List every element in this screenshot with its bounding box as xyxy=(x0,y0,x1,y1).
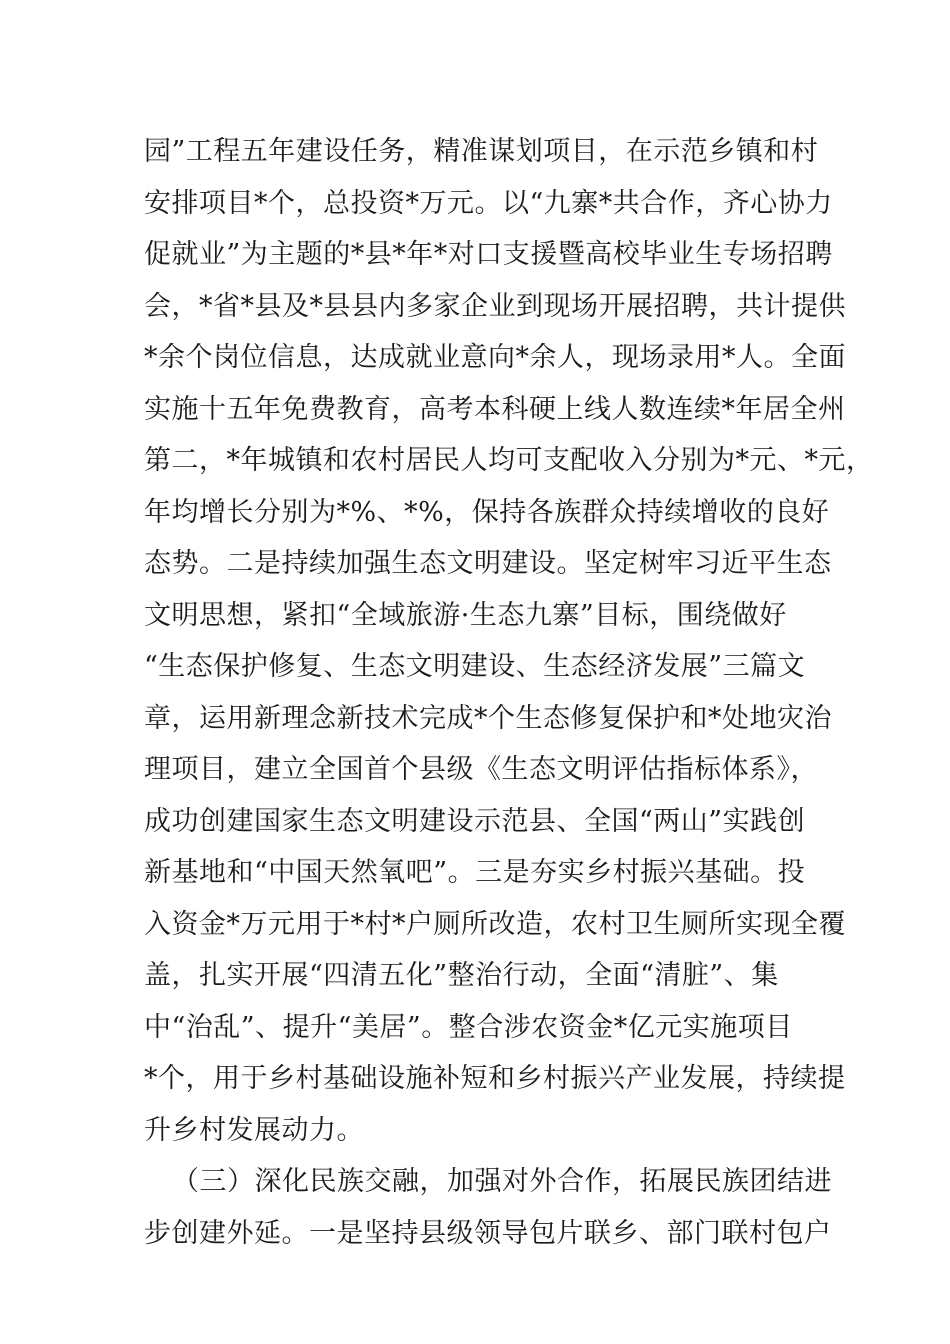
text-line: 中“治乱”、提升“美居”。整合涉农资金*亿元实施项目 xyxy=(144,1011,793,1043)
text-line: 步创建外延。一是坚持县级领导包片联乡、部门联村包户 xyxy=(144,1217,832,1249)
text-line: 年均增长分别为*%、*%，保持各族群众持续增收的良好 xyxy=(144,496,830,528)
text-line: 会，*省*县及*县县内多家企业到现场开展招聘，共计提供 xyxy=(144,290,846,322)
text-line: 实施十五年免费教育，高考本科硬上线人数连续*年居全州 xyxy=(144,393,846,425)
text-line: 升乡村发展动力。 xyxy=(144,1114,364,1146)
text-line: 促就业”为主题的*县*年*对口支援暨高校毕业生专场招聘 xyxy=(144,239,833,270)
body-text xyxy=(144,126,874,1259)
text-line: 成功创建国家生态文明建设示范县、全国“两山”实践创 xyxy=(144,805,806,837)
text-line: “生态保护修复、生态文明建设、生态经济发展”三篇文 xyxy=(144,651,806,682)
text-line: *余个岗位信息，达成就业意向*余人，现场录用*人。全面 xyxy=(144,342,846,373)
text-line: 理项目，建立全国首个县级《生态文明评估指标体系》， xyxy=(144,754,818,785)
text-line: 安排项目*个，总投资*万元。以“九寨*共合作，齐心协力 xyxy=(144,187,833,219)
text-line: 态势。二是持续加强生态文明建设。坚定树牢习近平生态 xyxy=(144,548,832,579)
text-line: 盖，扎实开展“四清五化”整治行动，全面“清脏”、集 xyxy=(144,960,779,991)
text-line: 入资金*万元用于*村*户厕所改造，农村卫生厕所实现全覆 xyxy=(144,908,846,940)
text-line: 新基地和“中国天然氧吧”。三是夯实乡村振兴基础。投 xyxy=(144,857,806,888)
text-line: 园”工程五年建设任务，精准谋划项目，在示范乡镇和村 xyxy=(144,136,819,167)
section-heading-line: （三）深化民族交融，加强对外合作，拓展民族团结进 xyxy=(172,1166,832,1197)
text-line: 章，运用新理念新技术完成*个生态修复保护和*处地灾治 xyxy=(144,702,832,734)
text-line: *个，用于乡村基础设施补短和乡村振兴产业发展，持续提 xyxy=(144,1063,846,1094)
text-line: 文明思想，紧扣“全域旅游·生态九寨”目标，围绕做好 xyxy=(144,599,787,631)
text-line: 第二，*年城镇和农村居民人均可支配收入分别为*元、*元， xyxy=(144,445,874,476)
